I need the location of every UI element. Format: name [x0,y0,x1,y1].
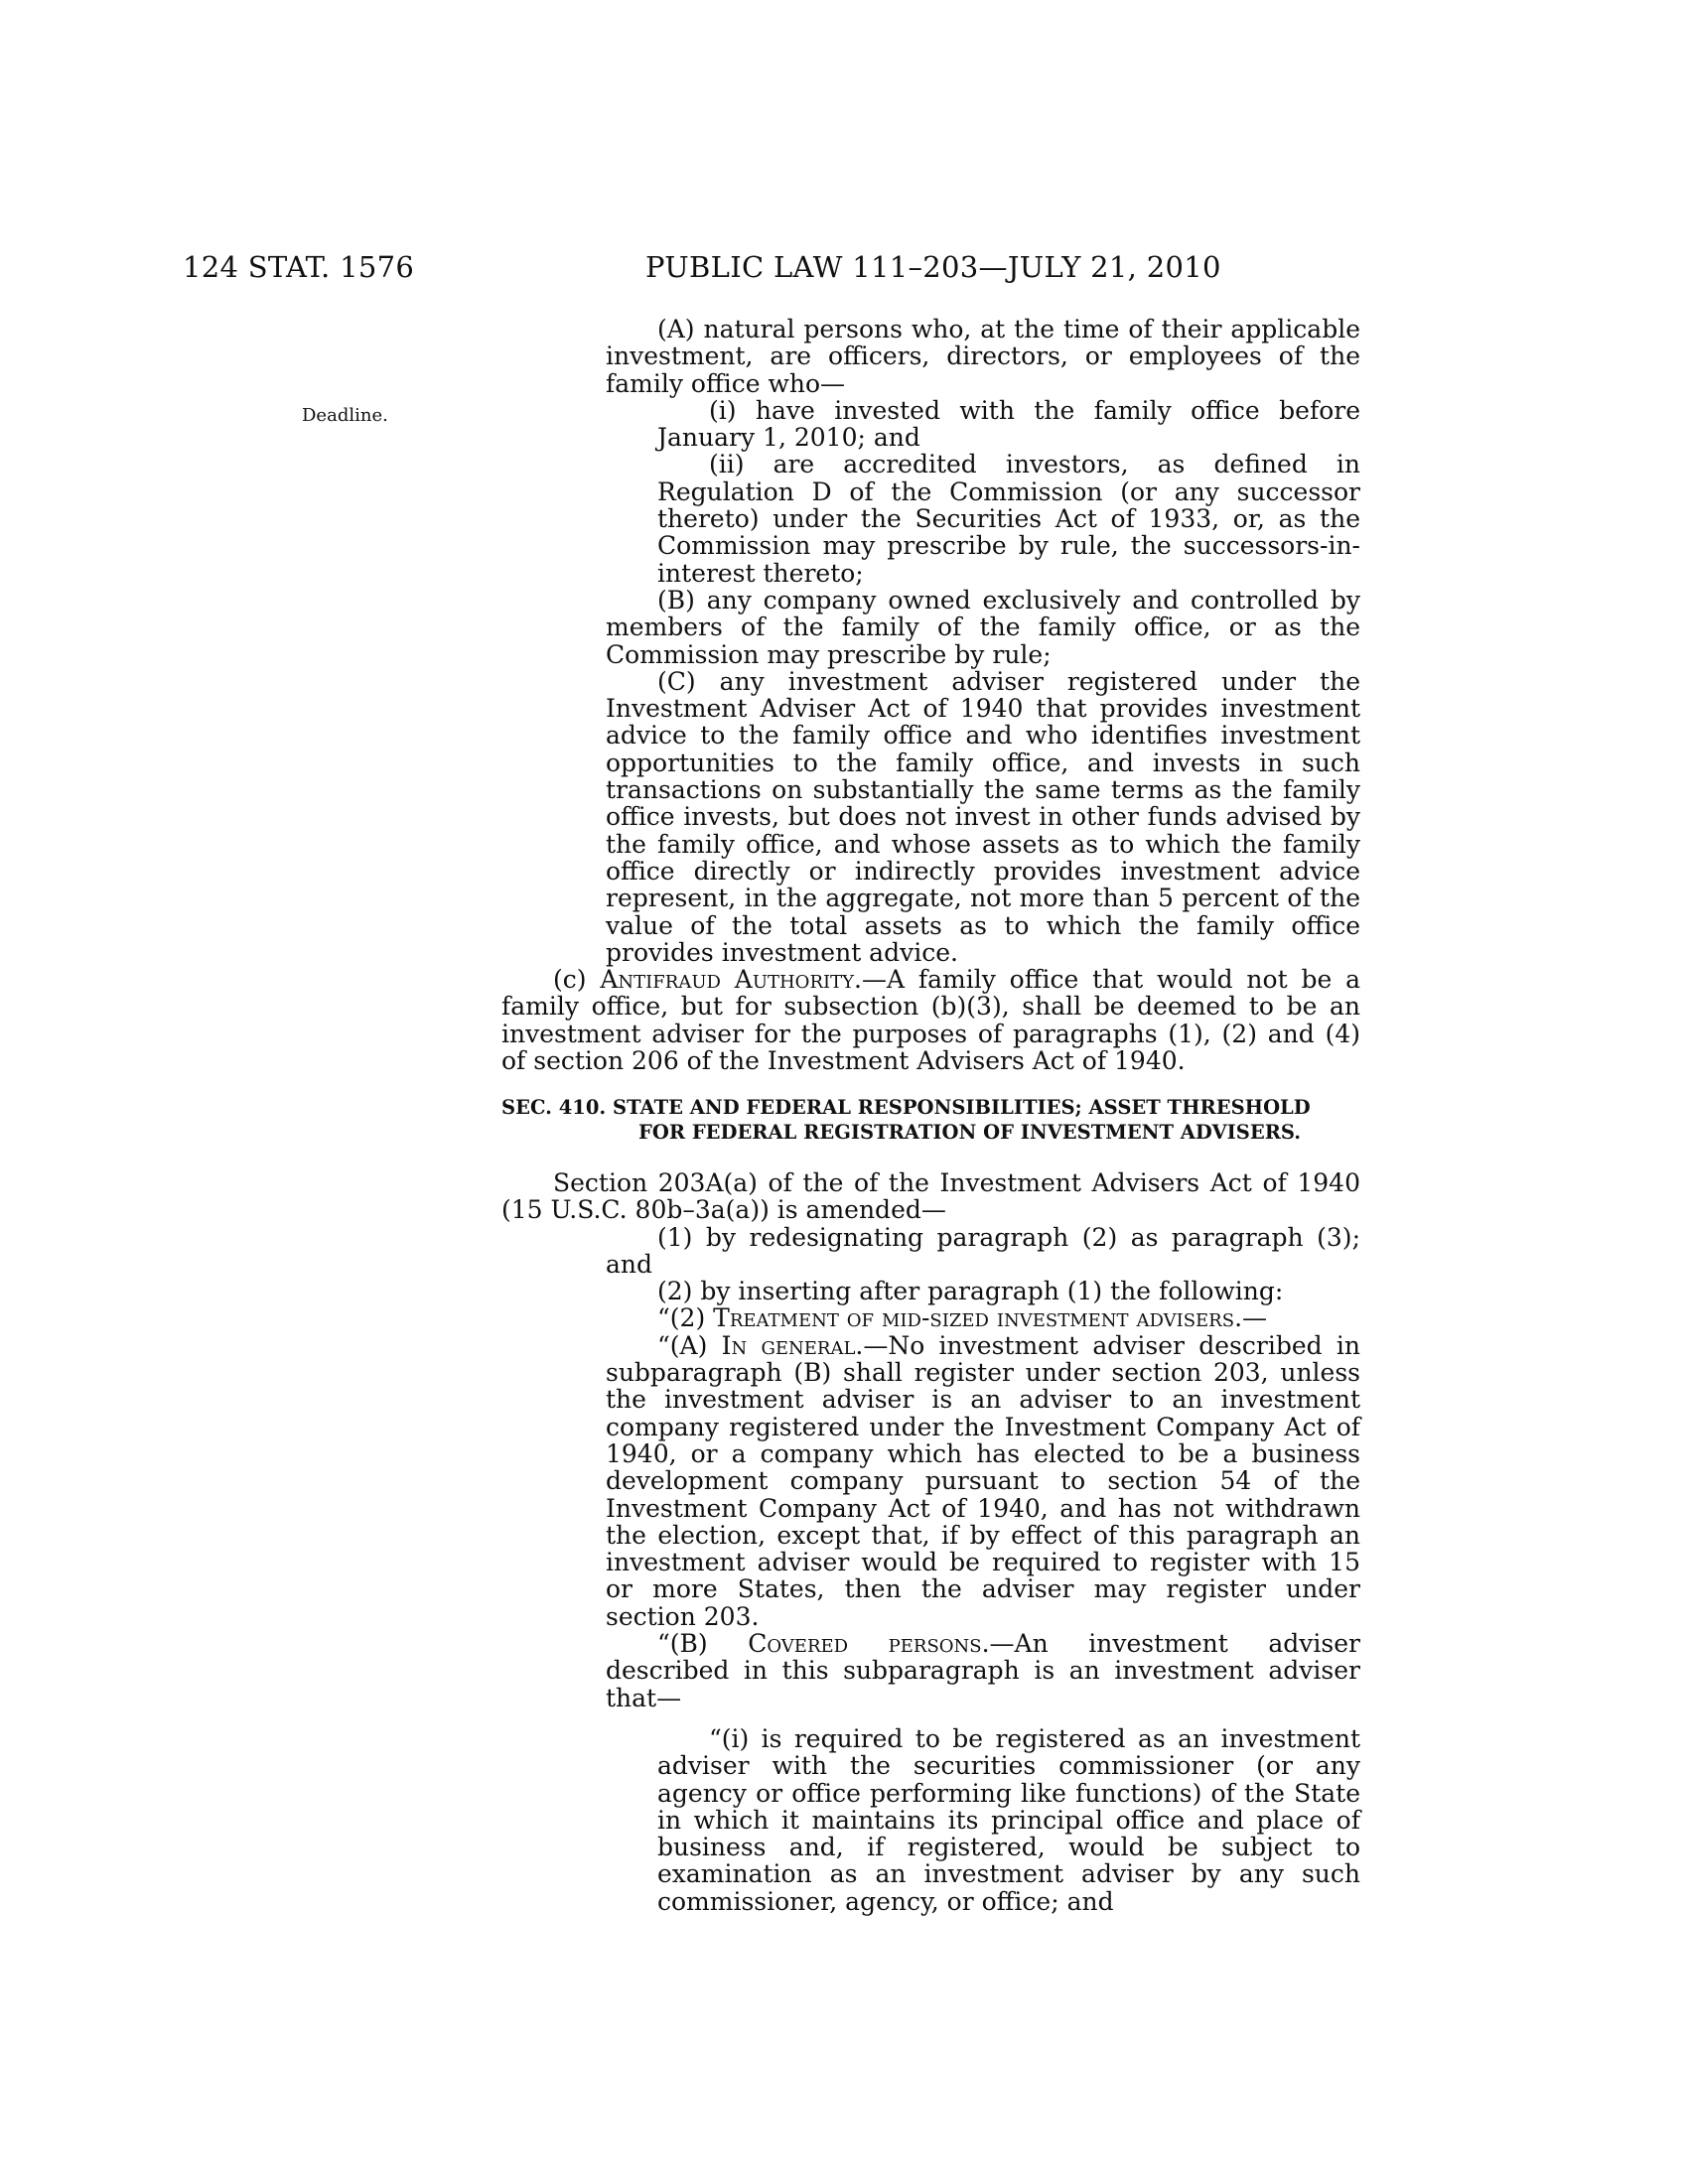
paragraph-A: (A) natural persons who, at the time of their applicable investment, are officers, directors, or employees of the family office who— [606,315,1360,398]
section-heading-line2: FOR FEDERAL REGISTRATION OF INVESTMENT ADVISERS. [638,1121,1302,1144]
statute-page-number: 124 STAT. 1576 [183,250,415,284]
subsection-c-text: .—A family office that would not be a family office, but for subsection (b)(3), shall be deemed to be an investment adviser for the purposes of paragraphs (1), (2) and (4) of section 206 of the Investment Advisers Act of 1940. [501,965,1360,1076]
inserted-subparagraph-A-heading: In general [721,1330,856,1360]
paragraph-B: (B) any company owned exclusively and controlled by members of the family of the family office, or as the Commission may prescribe by rule; [606,585,1360,669]
inserted-subparagraph-B-label: “(B) [657,1629,749,1659]
section-intro: Section 203A(a) of the of the Investment Advisers Act of 1940 (15 U.S.C. 80b–3a(a)) is amended— [501,1168,1360,1225]
margin-note-deadline: Deadline. [302,405,388,426]
inserted-subparagraph-B-text: .—An investment adviser described in this subparagraph is an investment adviser that— [606,1629,1360,1712]
inserted-subparagraph-A-text: .—No investment adviser described in subparagraph (B) shall register under section 203, unless the investment adviser is an adviser to an investment company registered under the Investment Company Act of 1940, or a company which has elected to be a business development company pursuant to section 54 of the Investment Company Act of 1940, and has not withdrawn the election, except that, if by effect of this paragraph an investment adviser would be required to register with 15 or more States, then the adviser may register under section 203. [606,1330,1360,1631]
inserted-paragraph-2-heading: Treatment of mid-sized investment advisers [713,1303,1235,1333]
section-heading [501,1095,1360,1145]
inserted-paragraph-2 [501,1304,1360,1331]
continued-text [501,315,1360,1076]
section-body [501,1169,1360,1915]
subsection-c-heading: Antifraud Authority [600,965,854,995]
clause-A-i: (i) have invested with the family office before January 1, 2010; and [657,395,1360,453]
amendment-item-1: (1) by redesignating paragraph (2) as paragraph (3); and [606,1222,1360,1279]
clause-A-ii: (ii) are accredited investors, as defined in Regulation D of the Commission (or any successor thereto) under the Securities Act of 1933, or, as the Commission may prescribe by rule, the successors-in-interest thereto; [657,450,1360,588]
inserted-subparagraph-B-heading: Covered persons [748,1629,982,1659]
subsection-c [501,966,1360,1074]
inserted-paragraph-2-label: “(2) [657,1303,714,1333]
inserted-paragraph-2-tail: .— [1234,1303,1268,1333]
section-heading-line1: SEC. 410. STATE AND FEDERAL RESPONSIBILITIES; ASSET THRESHOLD [501,1096,1311,1119]
amendment-item-2: (2) by inserting after paragraph (1) the following: [657,1277,1284,1306]
paragraph-C: (C) any investment adviser registered under the Investment Adviser Act of 1940 that provides investment advice to the family office and who identifies investment opportunities to the family office, and invests in such transactions on substantially the same terms as the family office invests, but does not invest in other funds advised by the family office, and whose assets as to which the family office directly or indirectly provides investment advice represent, in the aggregate, not more than 5 percent of the value of the total assets as to which the family office provides investment advice. [606,666,1360,967]
subsection-c-label: (c) [553,965,601,995]
inserted-subparagraph-A-label: “(A) [657,1330,722,1360]
inserted-subparagraph-B [501,1630,1360,1711]
inserted-subparagraph-A [501,1332,1360,1630]
running-header: PUBLIC LAW 111–203—JULY 21, 2010 [645,250,1221,284]
inserted-clause-B-i: “(i) is required to be registered as an investment adviser with the securities commissioner (or any agency or office performing like functions) of the State in which it maintains its principal office and place of business and, if registered, would be subject to examination as an investment adviser by any such commissioner, agency, or office; and [657,1723,1360,1916]
